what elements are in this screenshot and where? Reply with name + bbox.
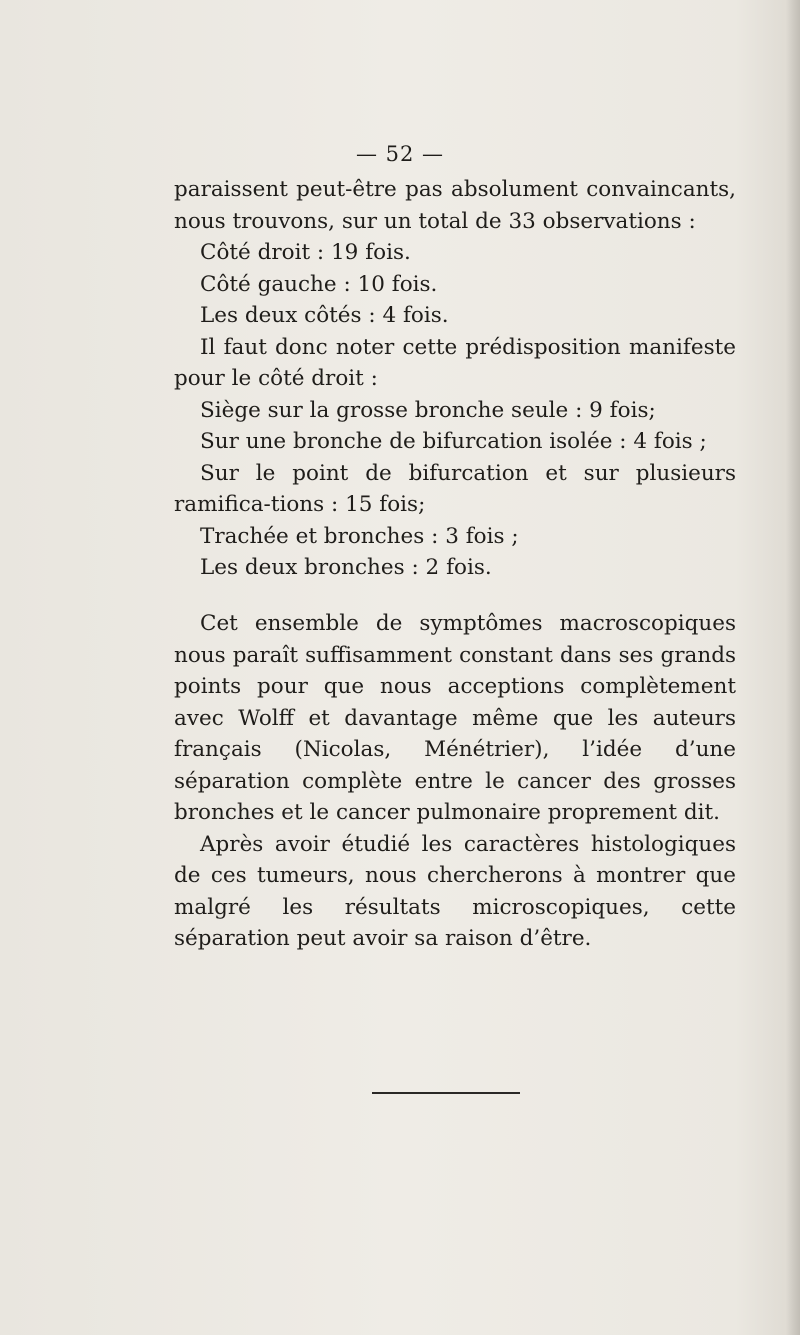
text-block-statistics <box>174 174 736 584</box>
paragraph: Cet ensemble de symptômes macroscopiques nous paraît suffisamment constant dans ses grands points pour que nous acceptions complètement avec Wolff et davantage même que les auteurs français (Nicolas, Ménétrier), l’idée d’une séparation complète entre le cancer des grosses bronches et le cancer pulmonaire proprement dit. <box>174 611 736 825</box>
list-line: Côté droit : 19 fois. <box>200 240 411 265</box>
list-line: Sur une bronche de bifurcation isolée : 4 fois ; <box>200 429 707 454</box>
list-line: Les deux côtés : 4 fois. <box>200 303 449 328</box>
paragraph: paraissent peut-être pas absolument convaincants, nous trouvons, sur un total de 33 observations : <box>174 177 736 234</box>
text-block-conclusion <box>174 608 736 955</box>
list-line: Côté gauche : 10 fois. <box>200 271 438 297</box>
list-line: Siège sur la grosse bronche seule : 9 fois; <box>200 397 656 423</box>
paragraph: Il faut donc noter cette prédisposition manifeste pour le côté droit : <box>174 334 736 391</box>
page-edge-shadow <box>786 0 800 1335</box>
paragraph: Après avoir étudié les caractères histologiques de ces tumeurs, nous chercherons à montrer que malgré les résultats microscopiques, cette séparation peut avoir sa raison d’être. <box>174 831 736 951</box>
paragraph: Sur le point de bifurcation et sur plusieurs ramifica-tions : 15 fois; <box>174 460 736 517</box>
list-line: Trachée et bronches : 3 fois ; <box>200 523 519 549</box>
list-line: Les deux bronches : 2 fois. <box>200 555 492 580</box>
section-divider <box>372 1092 520 1094</box>
page-number: — 52 — <box>355 142 445 166</box>
